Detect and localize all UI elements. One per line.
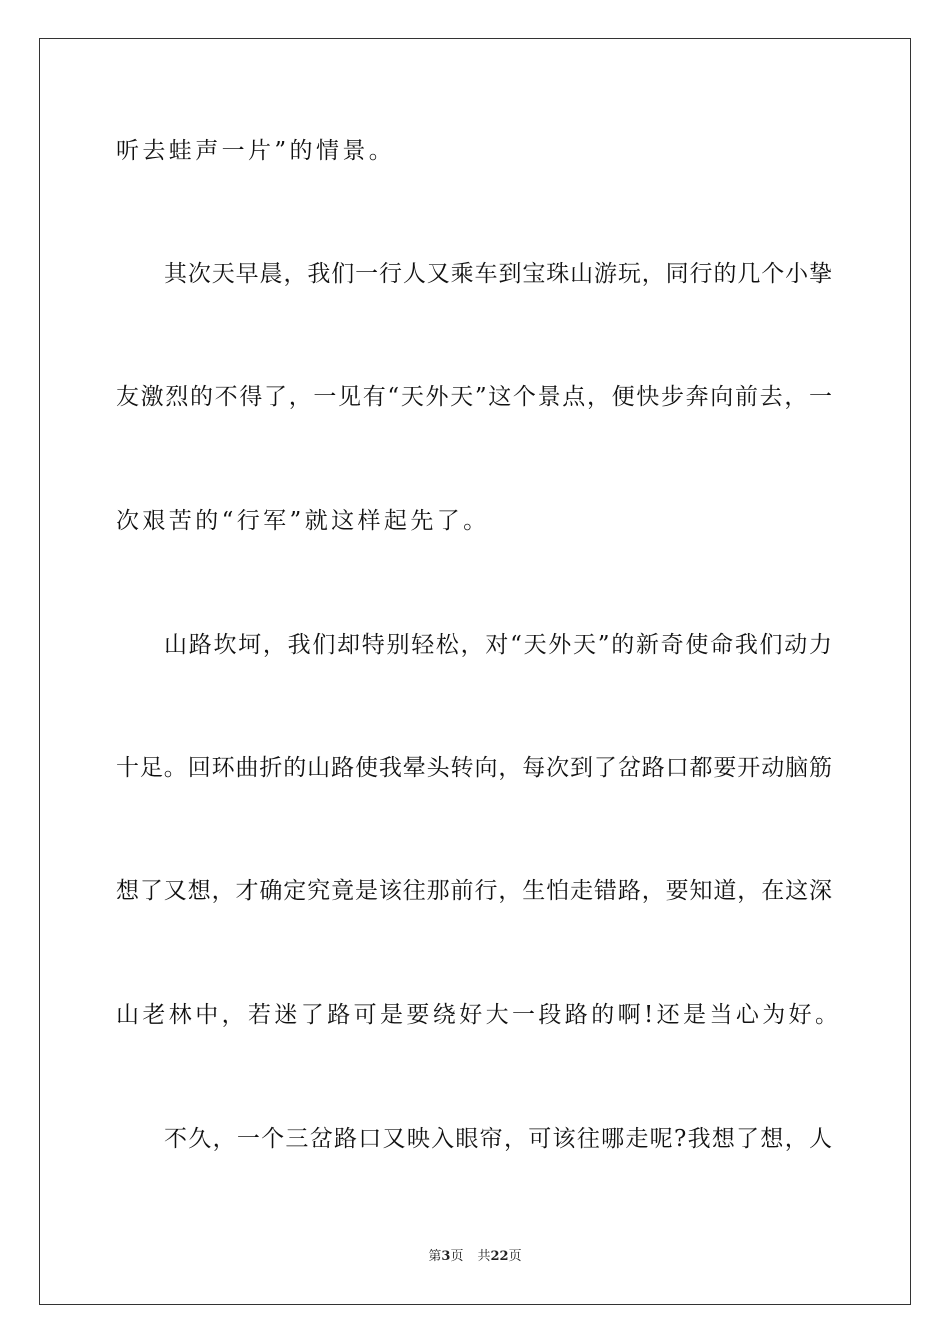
page-frame bbox=[39, 38, 911, 1305]
text-line: 不久，一个三岔路口又映入眼帘，可该往哪走呢?我想了想，人 bbox=[164, 1126, 832, 1152]
text-line: 想了又想，才确定究竟是该往那前行，生怕走错路，要知道，在这深 bbox=[116, 878, 832, 904]
total-prefix: 共 bbox=[477, 1249, 491, 1264]
text-line: 听去蛙声一片”的情景。 bbox=[116, 138, 396, 164]
text-line: 山路坎坷，我们却特别轻松，对“天外天”的新奇使命我们动力 bbox=[164, 632, 832, 658]
page-number: 3 bbox=[441, 1249, 451, 1264]
total-suffix: 页 bbox=[508, 1249, 522, 1264]
text-line: 友激烈的不得了，一见有“天外天”这个景点，便快步奔向前去，一 bbox=[116, 384, 832, 410]
page-prefix: 第 bbox=[428, 1249, 442, 1264]
text-line: 其次天早晨，我们一行人又乘车到宝珠山游玩，同行的几个小挚 bbox=[164, 261, 832, 287]
total-pages: 22 bbox=[490, 1249, 509, 1264]
text-line: 山老林中，若迷了路可是要绕好大一段路的啊!还是当心为好。 bbox=[116, 1002, 842, 1028]
page-suffix: 页 bbox=[450, 1249, 464, 1264]
text-line: 十足。回环曲折的山路使我晕头转向，每次到了岔路口都要开动脑筋 bbox=[116, 755, 832, 781]
page-footer bbox=[0, 1248, 950, 1266]
text-line: 次艰苦的“行军”就这样起先了。 bbox=[116, 508, 490, 534]
